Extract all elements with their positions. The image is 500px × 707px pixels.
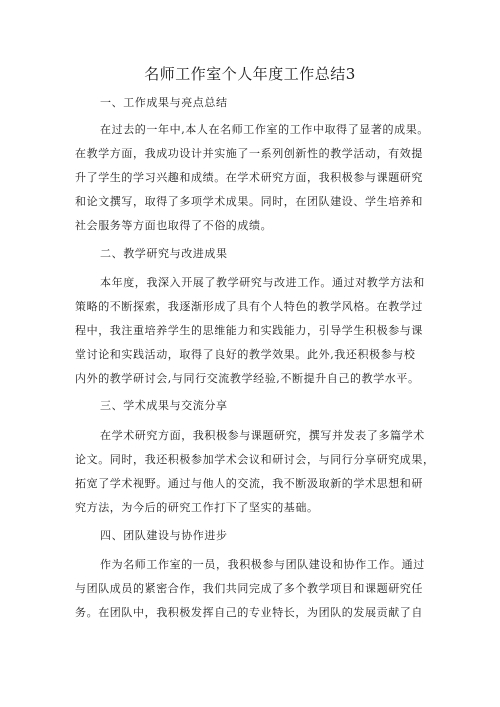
- paragraph-line: 堂讨论和实践活动，取得了良好的教学效果。此外,我还积极参与校: [75, 348, 416, 361]
- paragraph-line: 程中，我注重培养学生的思维能力和实践能力，引导学生积极参与课: [75, 324, 423, 337]
- paragraph-line: 社会服务等方面也取得了不俗的成绩。: [75, 219, 273, 232]
- paragraph-line: 本年度，我深入开展了教学研究与改进工作。通过对教学方法和: [100, 276, 425, 289]
- document-title: 名师工作室个人年度工作总结3: [144, 65, 356, 83]
- paragraph-line: 在过去的一年中,本人在名师工作室的工作中取得了显著的成果。: [100, 123, 429, 136]
- paragraph-line: 策略的不断探索，我逐渐形成了具有个人特色的教学风格。在教学过: [75, 300, 423, 313]
- paragraph-line: 务。在团队中，我积极发挥自己的专业特长，为团队的发展贡献了自: [75, 606, 423, 619]
- section-heading-4: 四、团队建设与协作进步: [100, 529, 228, 542]
- paragraph-line: 论文。同时，我还积极参加学术会议和研讨会，与同行分享研究成果，: [75, 453, 435, 466]
- paragraph-line: 在教学方面，我成功设计并实施了一系列创新性的教学活动，有效提: [75, 147, 423, 160]
- paragraph-line: 究方法，为今后的研究工作打下了坚实的基础。: [75, 501, 319, 514]
- paragraph-line: 作为名师工作室的一员，我积极参与团队建设和协作工作。通过: [100, 558, 425, 571]
- paragraph-line: 与团队成员的紧密合作，我们共同完成了多个教学项目和课题研究任: [75, 582, 423, 595]
- paragraph-line: 升了学生的学习兴趣和成绩。在学术研究方面，我积极参与课题研究: [75, 171, 423, 184]
- paragraph-line: 在学术研究方面，我积极参与课题研究，撰写并发表了多篇学术: [100, 429, 425, 442]
- paragraph-line: 和论文撰写，取得了多项学术成果。同时，在团队建设、学生培养和: [75, 195, 423, 208]
- section-heading-1: 一、工作成果与亮点总结: [100, 96, 228, 109]
- paragraph-line: 拓宽了学术视野。通过与他人的交流，我不断汲取新的学术思想和研: [75, 477, 423, 490]
- section-heading-3: 三、学术成果与交流分享: [100, 399, 228, 412]
- section-heading-2: 二、教学研究与改进成果: [100, 247, 228, 260]
- paragraph-line: 内外的教学研讨会,与同行交流教学经验,不断提升自己的教学水平。: [75, 372, 420, 385]
